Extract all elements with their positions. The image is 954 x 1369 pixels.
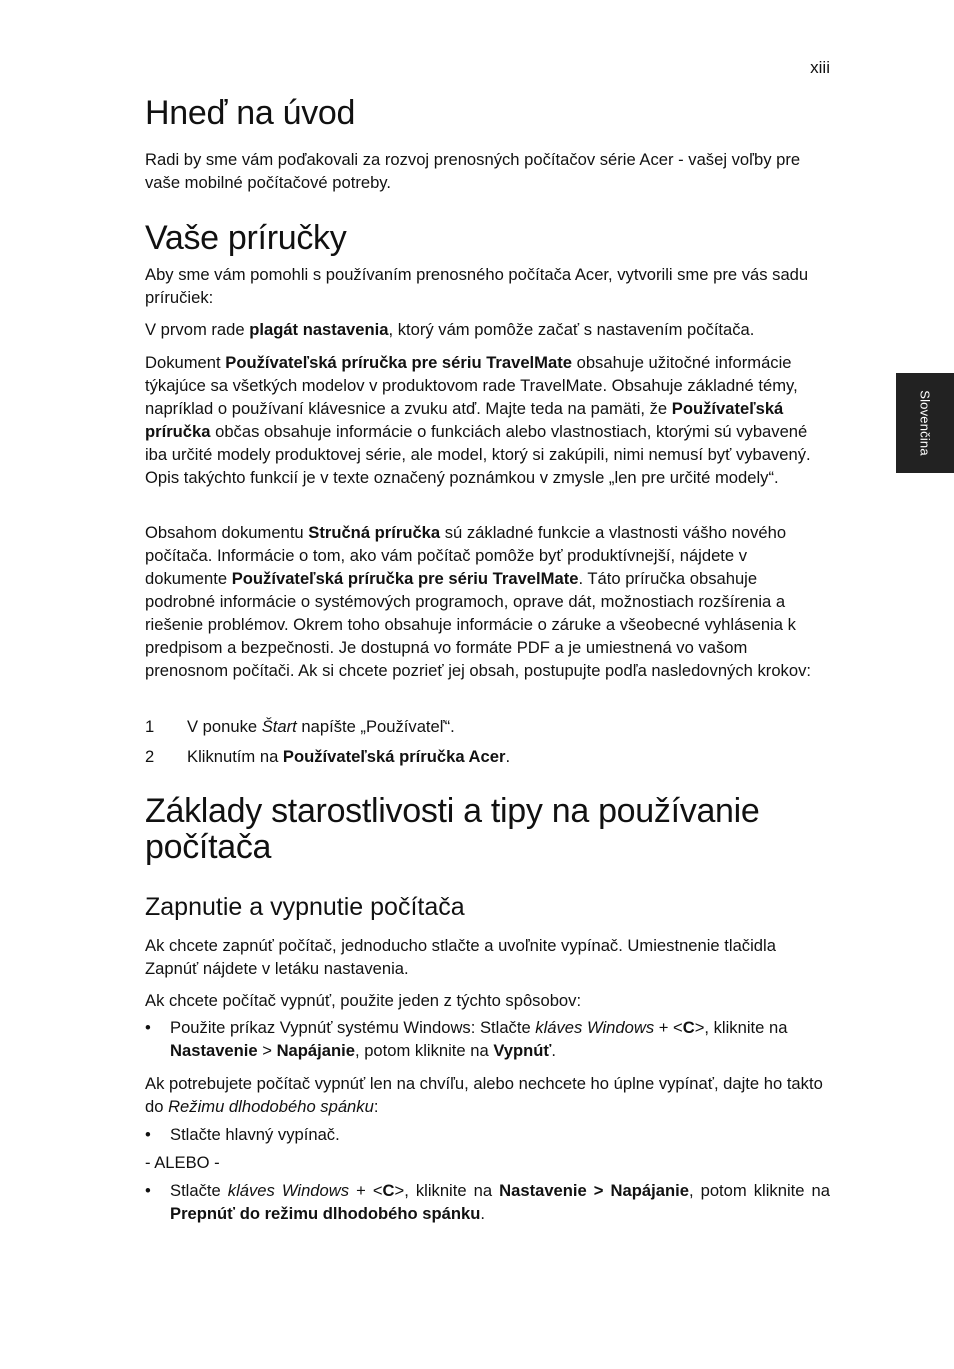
or-separator: - ALEBO - [145,1153,220,1172]
page-number: xiii [810,58,830,77]
bullet-icon: • [145,1018,151,1037]
bullet-text: Stlačte kláves Windows + <C>, kliknite na Nastavenie > Napájanie, potom kliknite na Prepnúť do režimu dlhodobého spánku. [170,1181,830,1223]
step-number: 1 [145,717,155,736]
step-text: Kliknutím na Používateľská príručka Acer. [187,747,511,766]
power-paragraph-1: Ak chcete zapnúť počítač, jednoducho stlačte a uvoľnite vypínač. Umiestnenie tlačidla Zapnúť nájdete v letáku nastavenia. [145,936,776,978]
bullet-item-2 [145,1123,830,1146]
section-title-intro: Hneď na úvod [145,94,356,132]
guides-paragraph-3: Dokument Používateľská príručka pre sériu TravelMate obsahuje užitočné informácie týkajúce sa všetkých modelov v produktovom rade TravelMate. Obsahuje základné témy, napríklad o používaní klávesnice a zvuku atď. Majte teda na pamäti, že Používateľská príručka občas obsahuje informácie o funkciách alebo vlastnostiach, ktorými sú vybavené iba určité modely produktovej série, ale model, ktorý si zakúpili, nimi nemusí byť vybavený. Opis takýchto funkcií je v texte označený poznámkou v zmysle „len pre určité modely“. [145,353,811,487]
guides-paragraph-1: Aby sme vám pomohli s používaním prenosného počítača Acer, vytvorili sme pre vás sadu príručiek: [145,265,809,307]
step-1 [145,715,830,738]
step-number: 2 [145,747,155,766]
language-side-tab [896,373,954,473]
step-2 [145,745,830,768]
bullet-icon: • [145,1125,151,1144]
subsection-title-power: Zapnutie a vypnutie počítača [145,893,465,921]
step-text: V ponuke Štart napíšte „Používateľ“. [187,717,455,736]
section-title-care: Základy starostlivosti a tipy na používanie počítača [145,792,760,866]
section-title-guides: Vaše príručky [145,219,347,257]
bullet-text: Stlačte hlavný vypínač. [170,1125,340,1144]
power-paragraph-2: Ak chcete počítač vypnúť, použite jeden z týchto spôsobov: [145,991,582,1010]
power-paragraph-3: Ak potrebujete počítač vypnúť len na chvíľu, alebo nechcete ho úplne vypínať, dajte ho takto do Režimu dlhodobého spánku: [145,1074,823,1116]
bullet-item-3 [145,1179,830,1225]
bullet-text: Použite príkaz Vypnúť systému Windows: Stlačte kláves Windows + <C>, kliknite na Nastavenie > Napájanie, potom kliknite na Vypnúť. [170,1018,788,1060]
side-tab-label: Slovenčina [917,390,933,456]
guides-paragraph-4: Obsahom dokumentu Stručná príručka sú základné funkcie a vlastnosti vášho nového počítača. Informácie o tom, ako vám počítač pomôže byť produktívnejší, nájdete v dokumente Používateľská príručka pre sériu TravelMate. Táto príručka obsahuje podrobné informácie o systémových programoch, oprave dát, možnostiach rozšírenia a riešenie problémov. Okrem toho obsahuje informácie o záruke a všeobecné vyhlásenia k predpisom a bezpečnosti. Je dostupná vo formáte PDF a je umiestnená vo vašom prenosnom počítači. Ak si chcete pozrieť jej obsah, postupujte podľa nasledovných krokov: [145,523,811,680]
bullet-icon: • [145,1181,151,1200]
intro-paragraph: Radi by sme vám poďakovali za rozvoj prenosných počítačov série Acer - vašej voľby pre vaše mobilné počítačové potreby. [145,150,801,192]
guides-paragraph-2: V prvom rade plagát nastavenia, ktorý vám pomôže začať s nastavením počítača. [145,320,755,339]
bullet-item-1 [145,1016,830,1062]
